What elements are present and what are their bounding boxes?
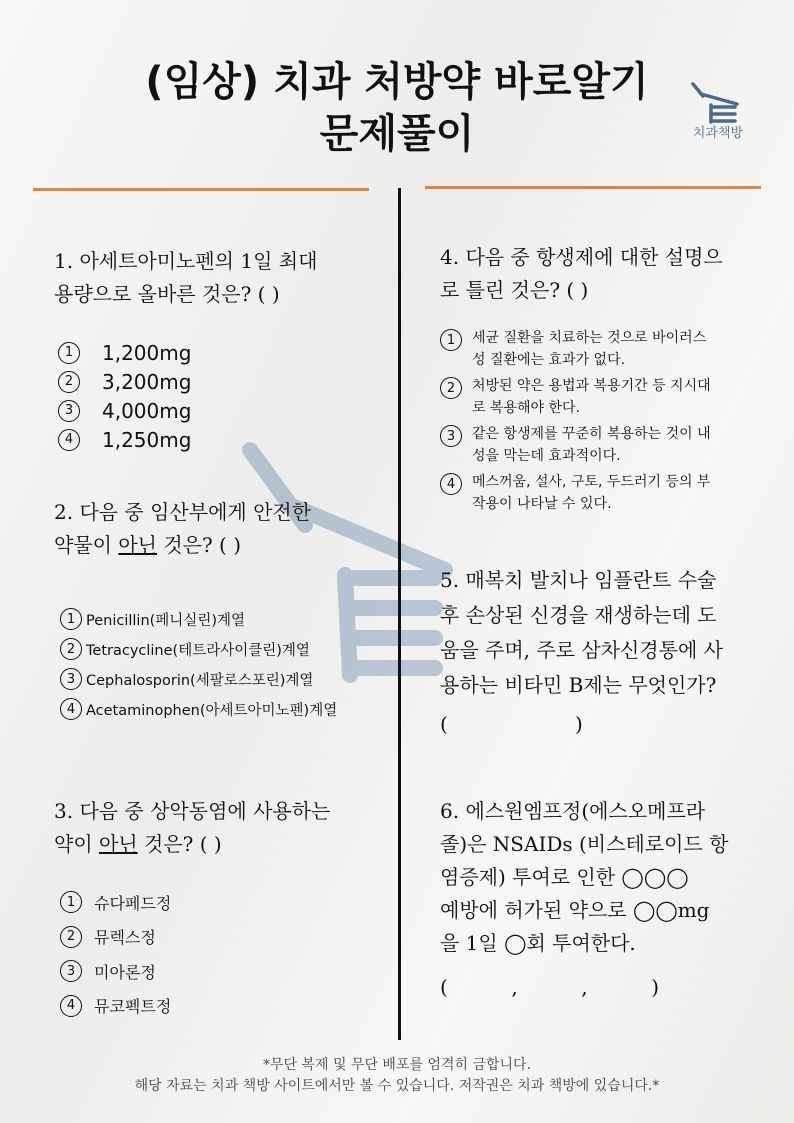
option-text: Penicillin(페니실린)계열 [86,612,245,629]
question-4-option[interactable] [440,327,785,375]
question-5 [440,563,723,703]
question-1-option[interactable] [58,396,191,425]
page-title: (임상) 치과 처방약 바로알기 [145,59,649,105]
question-2-line2 [54,529,311,562]
logo-text: 치과책방 [692,126,744,141]
option-text [472,471,710,515]
option-text: 1,200mg [102,340,192,365]
option-text-line: 세균 질환을 치료하는 것으로 바이러스 [472,330,707,346]
question-3 [54,795,330,861]
question-2-line1: 2. 다음 중 임산부에게 안전한 [54,500,312,524]
option-number: 1 [440,329,462,351]
question-2-option[interactable] [60,694,337,724]
option-text: 3,200mg [102,369,192,394]
question-3-line1: 3. 다음 중 상악동염에 사용하는 [54,799,331,823]
question-3-option[interactable] [60,989,171,1024]
question-2-option[interactable] [60,664,337,694]
option-text: Acetaminophen(아세트아미노펜)계열 [86,702,338,719]
question-4 [440,241,723,307]
option-text-line: 처방된 약은 용법과 복용기간 등 지시대 [472,378,711,394]
question-6-line: 예방에 허가된 약으로 ◯◯mg [440,898,710,922]
option-text: 슈다페드정 [94,893,172,913]
question-1-line2: 용량으로 올바른 것은? ( ) [54,282,280,306]
question-3-option[interactable] [60,885,171,920]
question-1-options [58,338,191,454]
question-1 [54,245,317,311]
option-text: 뮤렉스정 [94,928,156,948]
question-1-option[interactable] [58,338,191,367]
option-text [472,375,711,419]
column-divider [398,188,401,1040]
question-3-text: 것은? ( ) [137,832,222,856]
question-3-text: 약이 [54,832,99,856]
option-number: 3 [60,960,82,982]
question-6-answer-blank[interactable]: ( , , ) [440,975,660,999]
question-2 [54,496,311,562]
footer-notice-line1: *무단 복제 및 무단 배포를 엄격히 금합니다. [262,1057,532,1073]
question-3-options [60,885,171,1023]
question-4-option[interactable] [440,471,785,519]
option-text: 뮤코펙트정 [94,997,172,1017]
option-number: 4 [60,995,82,1017]
question-4-option[interactable] [440,375,785,423]
page-subtitle: 문제풀이 [319,111,475,157]
option-number: 3 [60,668,82,690]
question-6-line: 졸)은 NSAIDs (비스테로이드 항 [440,832,729,856]
question-3-option[interactable] [60,954,171,989]
question-3-line2 [54,828,330,861]
option-text: Tetracycline(테트라사이클린)계열 [86,642,310,659]
question-1-option[interactable] [58,367,191,396]
option-number: 2 [60,638,82,660]
option-text-line: 성을 막는데 효과적이다. [472,448,621,464]
option-number: 2 [60,926,82,948]
option-number: 1 [60,891,82,913]
question-6-line: 염증제) 투여로 인한 ◯◯◯ [440,865,689,889]
question-5-line: 후 손상된 신경을 재생하는데 도 [440,603,717,627]
option-text: 미아론정 [94,962,156,982]
question-5-answer-blank[interactable]: ( ) [440,712,583,736]
option-number: 3 [440,425,462,447]
option-text: 1,250mg [102,427,192,452]
footer-notice-line2: 해당 자료는 치과 책방 사이트에서만 볼 수 있습니다. 저작권은 치과 책방에 있습니다.* [134,1078,660,1094]
option-text-line: 로 복용해야 한다. [472,400,581,416]
option-number: 2 [440,377,462,399]
option-number: 4 [60,698,82,720]
question-6 [440,795,728,960]
question-2-options [60,604,337,724]
option-text-line: 작용이 나타날 수 있다. [472,496,612,512]
question-3-option[interactable] [60,920,171,955]
question-4-options [440,327,785,519]
question-4-line2: 로 틀린 것은? ( ) [440,278,589,302]
option-number: 3 [58,400,80,422]
orange-rule-right [425,186,761,189]
orange-rule-left [33,188,369,191]
question-4-option[interactable] [440,423,785,471]
option-number: 4 [440,473,462,495]
question-5-line: 움을 주며, 주로 삼차신경통에 사 [440,638,723,662]
option-number: 4 [58,429,80,451]
question-1-option[interactable] [58,425,191,454]
question-2-option[interactable] [60,604,337,634]
option-text: 4,000mg [102,398,192,423]
option-text-line: 성 질환에는 효과가 없다. [472,352,626,368]
question-2-option[interactable] [60,634,337,664]
question-5-line: 5. 매복치 발치나 임플란트 수술 [440,568,717,592]
option-number: 1 [60,608,82,630]
option-text [472,327,706,371]
question-4-line1: 4. 다음 중 항생제에 대한 설명으 [440,245,723,269]
option-number: 1 [58,342,80,364]
question-6-line: 을 1일 ◯회 투여한다. [440,931,636,955]
question-5-line: 용하는 비타민 B제는 무엇인가? [440,673,717,697]
option-text-line: 메스꺼움, 설사, 구토, 두드러기 등의 부 [472,474,711,490]
question-2-text: 것은? ( ) [156,533,242,557]
option-text-line: 같은 항생제를 꾸준히 복용하는 것이 내 [472,426,711,442]
question-2-text: 약물이 [54,533,119,557]
option-text [472,423,711,467]
question-2-emphasis: 아닌 [118,533,157,557]
option-number: 2 [58,371,80,393]
option-text: Cephalosporin(세팔로스포린)계열 [86,672,314,689]
question-1-line1: 1. 아세트아미노펜의 1일 최대 [54,249,318,273]
question-3-emphasis: 아닌 [99,832,138,856]
question-6-line: 6. 에스원엠프정(에스오메프라 [440,799,706,823]
